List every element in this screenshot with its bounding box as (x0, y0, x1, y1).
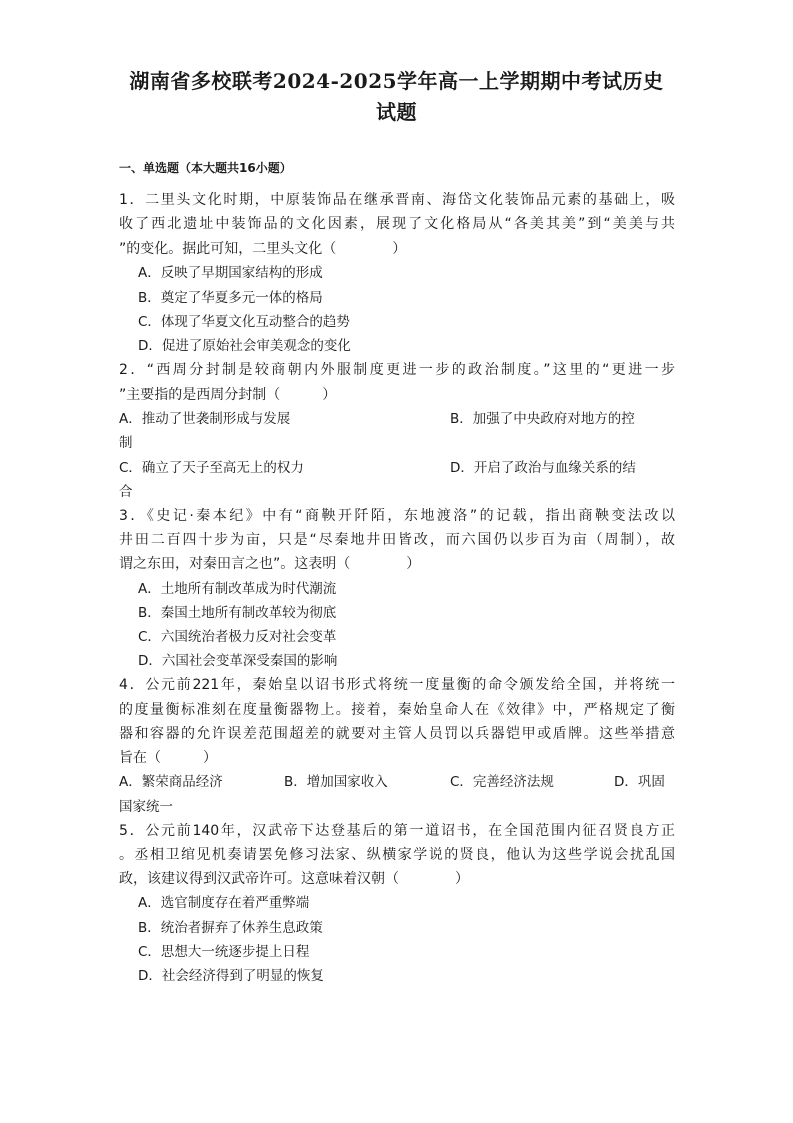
question-2-option-d-wrap: 合 (119, 484, 133, 500)
question-1-line-2: 收了西北遗址中装饰品的文化因素，展现了文化格局从“各美其美”到“美美与共 (119, 216, 675, 232)
question-5-line-3: 政，该建议得到汉武帝许可。这意味着汉朝（ ） (119, 871, 469, 887)
question-2-option-d: D．开启了政治与血缘关系的结 (450, 460, 636, 476)
question-4-option-d: D．巩固 (614, 774, 665, 790)
question-4-line-4: 旨在（ ） (119, 750, 217, 766)
section-heading: 一、单选题（本大题共16小题） (119, 161, 292, 175)
title-line-2: 试题 (376, 100, 417, 124)
question-4-line-1: 4．公元前221年，秦始皇以诏书形式将统一度量衡的命令颁发给全国，并将统一 (119, 677, 675, 693)
question-3-line-1: 3．《史记·秦本纪》中有“商鞅开阡陌，东地渡洛”的记载，指出商鞅变法改以 (119, 508, 675, 524)
question-1-line-1: 1．二里头文化时期，中原装饰品在继承晋南、海岱文化装饰品元素的基础上，吸 (119, 192, 675, 208)
question-4-line-3: 器和容器的允许误差范围超差的就要对主管人员罚以兵器铠甲或盾牌。这些举措意 (119, 726, 675, 742)
question-1-line-3: ”的变化。据此可知，二里头文化（ ） (119, 241, 407, 257)
question-4-option-c: C．完善经济法规 (450, 774, 554, 790)
question-5-option-c: C．思想大一统逐步提上日程 (138, 944, 310, 960)
question-5-option-b: B．统治者摒弃了休养生息政策 (138, 920, 323, 936)
question-3-option-d: D．六国社会变革深受秦国的影响 (138, 653, 338, 669)
question-3-option-b: B．秦国土地所有制改革较为彻底 (138, 605, 337, 621)
question-2-option-b-wrap: 制 (119, 435, 133, 451)
question-3-line-3: 谓之东田，对秦田言之也”。这表明（ ） (119, 556, 421, 572)
question-2-option-a: A．推动了世袭制形成与发展 (119, 411, 291, 427)
question-3-option-c: C．六国统治者极力反对社会变革 (138, 629, 337, 645)
question-4-line-2: 的度量衡标准刻在度量衡器物上。接着，秦始皇命人在《效律》中，严格规定了衡 (119, 702, 675, 718)
question-5-line-2: 。丞相卫绾见机奏请罢免修习法家、纵横家学说的贤良，他认为这些学说会扰乱国 (119, 847, 675, 863)
title-line-1: 湖南省多校联考2024-2025学年高一上学期期中考试历史 (129, 69, 664, 93)
question-4-option-a: A．繁荣商品经济 (119, 774, 223, 790)
question-1-option-b: B．奠定了华夏多元一体的格局 (138, 290, 323, 306)
question-3-option-a: A．土地所有制改革成为时代潮流 (138, 581, 337, 597)
question-5-option-a: A．选官制度存在着严重弊端 (138, 895, 310, 911)
question-2-line-1: 2．“西周分封制是较商朝内外服制度更进一步的政治制度。”这里的“更进一步 (119, 362, 675, 378)
question-5-line-1: 5．公元前140年，汉武帝下达登基后的第一道诏书，在全国范围内征召贤良方正 (119, 823, 675, 839)
question-2-option-b: B．加强了中央政府对地方的控 (450, 411, 635, 427)
question-4-option-b: B．增加国家收入 (284, 774, 388, 790)
question-5-option-d: D．社会经济得到了明显的恢复 (138, 968, 324, 984)
question-3-line-2: 井田二百四十步为亩，只是“尽秦地井田皆改，而六国仍以步百为亩（周制），故 (119, 532, 675, 548)
question-2-option-c: C．确立了天子至高无上的权力 (119, 460, 304, 476)
question-1-option-a: A．反映了早期国家结构的形成 (138, 265, 323, 281)
question-1-option-c: C．体现了华夏文化互动整合的趋势 (138, 314, 350, 330)
question-1-option-d: D．促进了原始社会审美观念的变化 (138, 338, 351, 354)
question-2-line-2: ”主要指的是西周分封制（ ） (119, 387, 337, 403)
question-4-option-d-wrap: 国家统一 (119, 799, 173, 815)
page-title (100, 66, 693, 128)
